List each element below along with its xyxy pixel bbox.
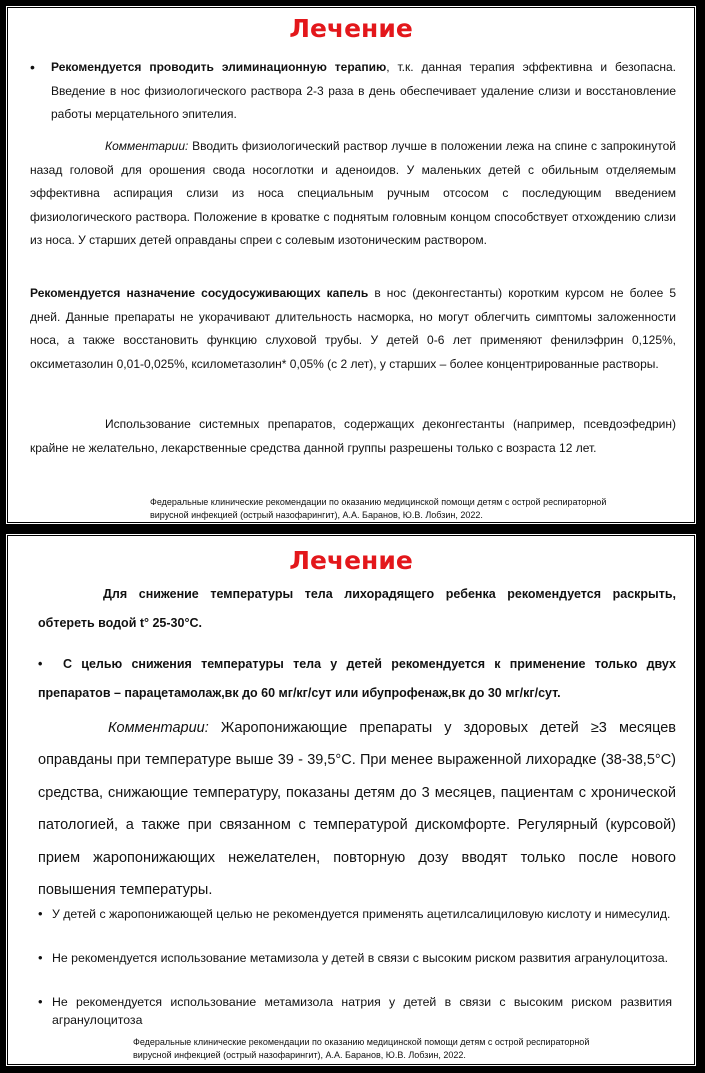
slide-1 (5, 5, 697, 525)
source-citation-1 (150, 496, 697, 522)
bullet-icon: • (38, 906, 43, 921)
slide-1-title: Лечение (289, 14, 413, 43)
systemic-drugs-paragraph (30, 413, 676, 460)
bullet-metamizole-sodium-text: Не рекомендуется использование метамизола натрия у детей в связи с высоким риском развития агранулоцитоза (52, 995, 672, 1027)
bullet-metamizole-sodium (38, 993, 672, 1029)
systemic-drugs-text: Использование системных препаратов, содержащих деконгестанты (например, псевдоэфедрин) крайне не желательно, лекарственные средства данной группы разрешены только с возраста 12 лет. (30, 417, 676, 455)
bullet-aspirin-text: У детей с жаропонижающей целью не рекомендуется применять ацетилсалициловую кислоту и нимесулид. (52, 907, 671, 921)
source-line-1: Федеральные клинические рекомендации по оказанию медицинской помощи детям с острой респираторной (133, 1037, 590, 1047)
bullet-metamizole (38, 949, 672, 967)
comment-paragraph-1 (30, 135, 676, 253)
bullet-aspirin (38, 905, 672, 923)
source-line-2: вирусной инфекцией (острый назофарингит), А.А. Баранов, Ю.В. Лобзин, 2022. (133, 1050, 466, 1060)
comment-label: Комментарии: (105, 139, 189, 153)
comment-label-2: Комментарии: (108, 720, 209, 736)
two-drugs-paragraph: • С целью снижения температуры тела у детей рекомендуется к применение только двух препаратов – парацетамолаж,вк до 60 мг/кг/сут или ибупрофенаж,вк до 30 мг/кг/сут. (38, 657, 676, 700)
bullet-icon: • (38, 950, 43, 965)
bullet-metamizole-text: Не рекомендуется использование метамизола у детей в связи с высоким риском развития агранулоцитоза. (52, 951, 669, 965)
elimination-therapy-paragraph (30, 56, 677, 127)
decongestant-text: в нос (деконгестанты) коротким курсом не более 5 дней. Данные препараты не укорачивают длительность насморка, но могут облегчить симптомы заложенности носа, а также восстановить функцию слуховой трубы. У детей 0-6 лет применяют фенилэфрин 0,125%, оксиметазолин 0,01-0,025%, ксилометазолин* 0,05% (с 2 лет), у старших – более концентрированные растворы. (30, 286, 677, 371)
bullet-icon: • (30, 59, 35, 75)
temperature-lowering-paragraph (38, 580, 676, 638)
source-line-1: Федеральные клинические рекомендации по оказанию медицинской помощи детям с острой респираторной (150, 497, 607, 507)
slide-2-title: Лечение (289, 546, 413, 575)
elimination-therapy-text: , т.к. данная терапия эффективна и безопасна. Введение в нос физиологического раствора 2-3 раза в день обеспечивает удаление слизи и восстановление работы мерцательного эпителия. (51, 60, 677, 122)
comment-text-2: Жаропонижающие препараты у здоровых детей ≥3 месяцев оправданы при температуре выше 39 - 39,5°C. При менее выраженной лихорадке (38-38,5°C) средства, снижающие температуру, показаны детям до 3 месяцев, пациентам с хронической патологией, а также при связанном с температурой дискомфорте. Регулярный (курсовой) прием жаропонижающих нежелателен, повторную дозу вводят только после нового повышения температуры. (38, 720, 676, 899)
two-drugs-text: С целью снижения температуры тела у детей рекомендуется к применение только двух препаратов – парацетамолаж,вк до 60 мг/кг/сут или ибупрофенаж,вк до 30 мг/кг/сут. (38, 657, 676, 700)
comment-paragraph-2 (38, 712, 676, 906)
temperature-lowering-text: Для снижение температуры тела лихорадящего ребенка рекомендуется раскрыть, обтереть водой t° 25-30°C. (38, 587, 676, 630)
bullet-icon: • (38, 994, 43, 1009)
decongestant-bold: Рекомендуется назначение сосудосуживающих капель (30, 286, 369, 300)
source-citation-2 (133, 1036, 693, 1062)
elimination-therapy-bold: Рекомендуется проводить элиминационную терапию (51, 60, 387, 74)
slide-2 (5, 533, 697, 1067)
decongestant-paragraph (30, 282, 676, 376)
source-line-2: вирусной инфекцией (острый назофарингит), А.А. Баранов, Ю.В. Лобзин, 2022. (150, 510, 483, 520)
comment-text: Вводить физиологический раствор лучше в положении лежа на спине с запрокинутой назад головой для орошения свода носоглотки и аденоидов. У маленьких детей с обильным отделяемым эффективна аспирация слизи из носа специальным ручным отсосом с последующим введением физиологического раствора. Положение в кроватке с поднятым головным концом способствует отхождению слизи из носа. У старших детей оправданы спреи с солевым изотоническим раствором. (30, 139, 676, 248)
